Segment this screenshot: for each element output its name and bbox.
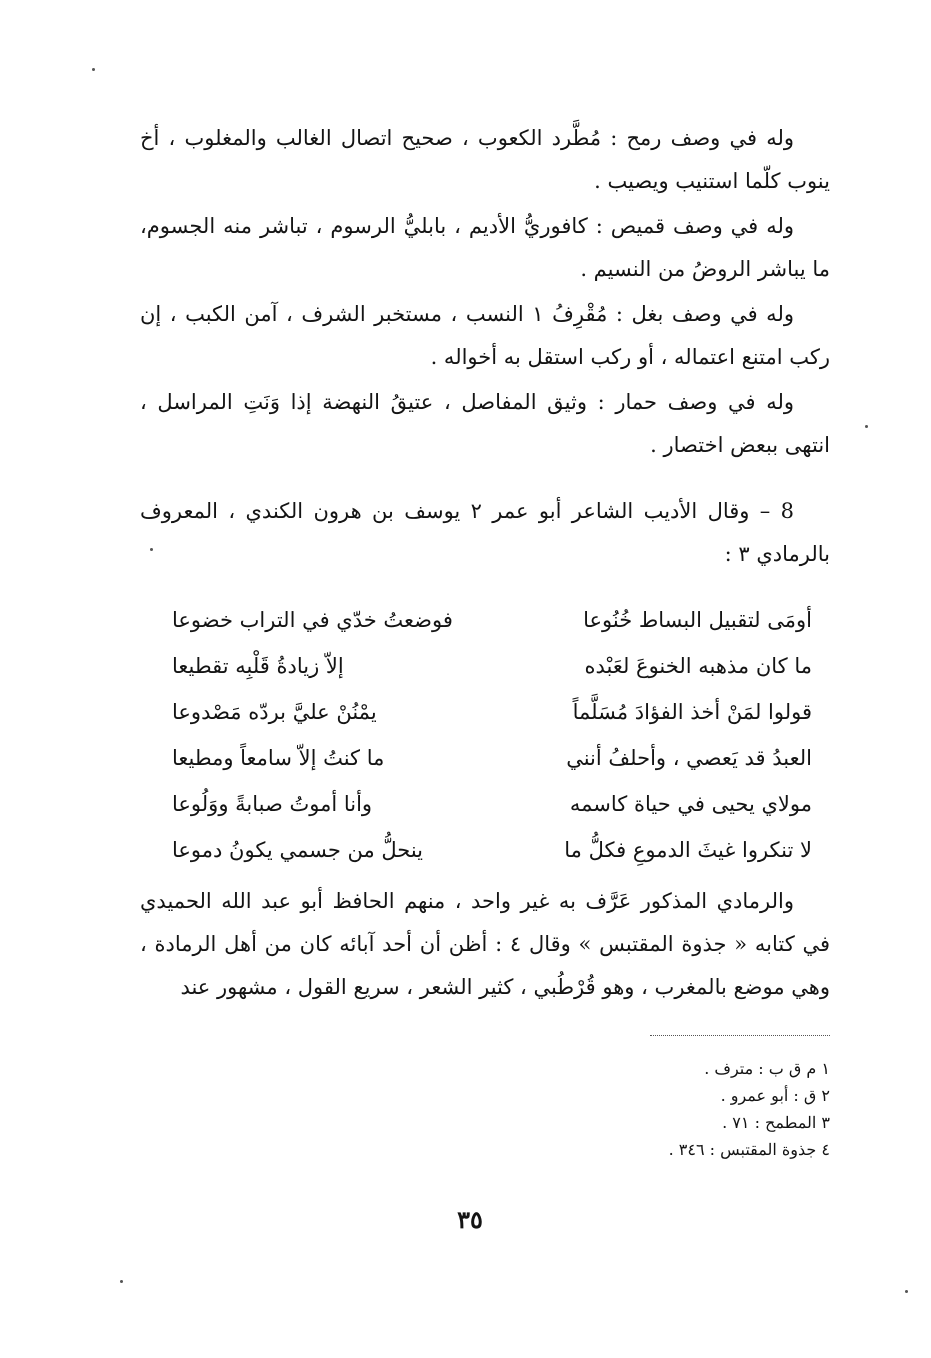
paragraph-text: وله في وصف قميص : كافوريُّ الأديم ، بابليُّ الرسوم ، تباشر منه الجسوم، ما يباشر الروضُ من النسيم . (140, 214, 830, 281)
paragraph-text: وله في وصف رمح : مُطَّرد الكعوب ، صحيح اتصال الغالب والمغلوب ، أخ ينوب كلّما استنيب ويصيب . (140, 126, 830, 193)
footnote: ٢ ق : أبو عمرو . (720, 1086, 830, 1105)
paragraph-ramadi-bio (140, 880, 830, 1009)
scan-speck (92, 68, 95, 71)
paragraph-text: وله في وصف بغل : مُقْرِفُ ١ النسب ، مستخبر الشرف ، آمن الكبب ، إن ركب امتنع اعتماله ، أو ركب استقل به أخواله . (140, 302, 830, 369)
paragraph-shirt (140, 205, 830, 291)
footnote: ٤ جذوة المقتبس : ٣٤٦ . (668, 1140, 830, 1159)
verse-second-hemistich: وأنا أموتُ صبابةً ووَلُوعا (172, 792, 373, 816)
paragraph-spear (140, 117, 830, 203)
verse-second-hemistich: ما كنتُ إلاّ سامعاً ومطيعا (172, 746, 385, 770)
scan-speck (120, 1280, 123, 1283)
paragraph-donkey (140, 381, 830, 467)
verse-first-hemistich: مولاي يحيى في حياة كاسمه (569, 792, 812, 816)
verse-first-hemistich: لا تنكروا غيثَ الدموعِ فكلُّ ما (564, 838, 812, 862)
poem-verse (172, 643, 812, 689)
poem-verse (172, 827, 812, 873)
scan-speck (865, 425, 868, 428)
scan-speck (150, 548, 153, 551)
paragraph-text: وله في وصف حمار : وثيق المفاصل ، عتيقُ النهضة إذا وَنَتِ المراسل ، انتهى ببعض اختصار . (140, 390, 830, 457)
footnote-separator (650, 1035, 830, 1036)
poem-verse (172, 689, 812, 735)
scan-speck (905, 1290, 908, 1293)
poem-verse (172, 597, 812, 643)
verse-second-hemistich: ينحلُّ من جسمي يكونُ دموعا (172, 838, 424, 862)
footnote: ١ م ق ب : مترف . (704, 1059, 830, 1078)
poem (172, 597, 812, 873)
footnote: ٣ المطمح : ٧١ . (722, 1113, 830, 1132)
paragraph-mule (140, 293, 830, 379)
verse-second-hemistich: إلاّ زيادةُ قَلْبِه تقطيعا (172, 654, 344, 678)
verse-second-hemistich: يمْنُنْ عليَّ بردّه مَصْدوعا (172, 700, 377, 724)
paragraph-poet-intro (140, 490, 830, 576)
paragraph-text: والرمادي المذكور عَرَّف به غير واحد ، منهم الحافظ أبو عبد الله الحميدي في كتابه « جذوة المقتبس » وقال ٤ : أظن أن أحد آبائه كان من أهل الرمادة ، وهي موضع بالمغرب ، وهو قُرْطُبي ، كثير الشعر ، سريع القول ، مشهور عند (140, 889, 830, 999)
page-number: ٣٥ (457, 1205, 483, 1234)
paragraph-text: 8 – وقال الأديب الشاعر أبو عمر ٢ يوسف بن هرون الكندي ، المعروف بالرمادي ٣ : (140, 499, 830, 566)
poem-verse (172, 781, 812, 827)
poem-verse (172, 735, 812, 781)
verse-first-hemistich: العبدُ قد يَعصي ، وأحلفُ أنني (566, 746, 812, 770)
verse-second-hemistich: فوضعتُ خدّي في التراب خضوعا (172, 608, 453, 632)
verse-first-hemistich: قولوا لمَنْ أخذ الفؤادَ مُسَلَّماً (572, 700, 812, 724)
footnotes (480, 1055, 830, 1163)
verse-first-hemistich: أومَى لتقبيل البساط خُنُوعا (583, 608, 812, 632)
verse-first-hemistich: ما كان مذهبه الخنوعَ لعَبْده (584, 654, 812, 678)
